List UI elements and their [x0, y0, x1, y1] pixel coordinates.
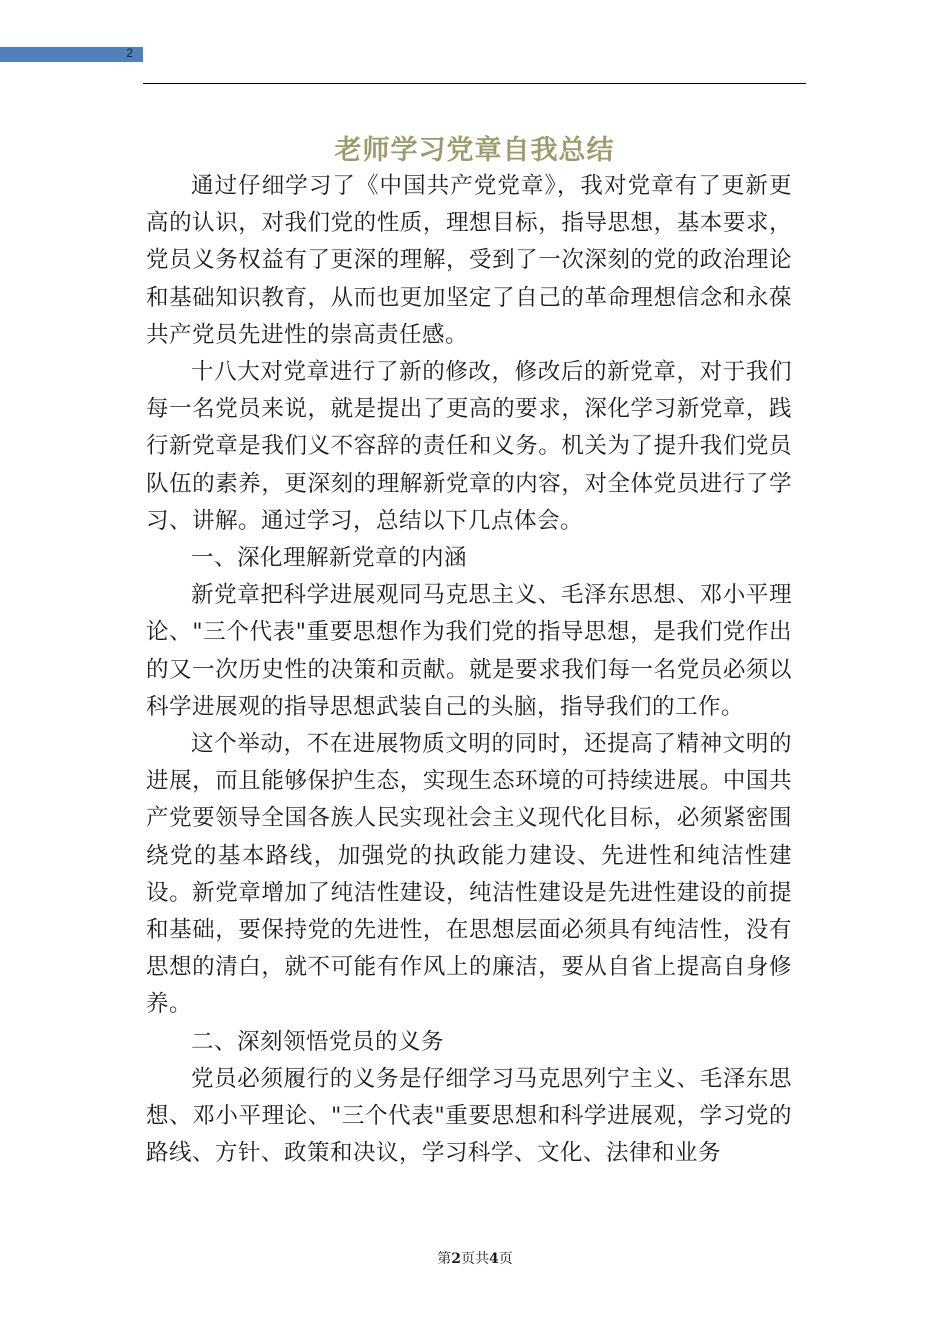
paragraph: 通过仔细学习了《中国共产党党章》，我对党章有了更新更高的认识，对我们党的性质，理想目标，指导思想，基本要求，党员义务权益有了更深的理解，受到了一次深刻的党的政治理论和基础知识教育，从而也更加坚定了自己的革命理想信念和永葆共产党员先进性的崇高责任感。	[146, 173, 792, 348]
footer-middle: 页共	[461, 1251, 489, 1267]
section-heading: 一、深化理解新党章的内涵	[191, 545, 468, 572]
document-body	[146, 168, 792, 1172]
paragraph: 党员必须履行的义务是仔细学习马克思列宁主义、毛泽东思想、邓小平理论、"三个代表"重要思想和科学进展观，学习党的路线、方针、政策和决议，学习科学、文化、法律和业务	[146, 1065, 792, 1167]
footer-current-page: 2	[451, 1251, 461, 1267]
page-footer	[0, 1248, 950, 1268]
footer-prefix: 第	[437, 1251, 452, 1267]
paragraph: 新党章把科学进展观同马克思主义、毛泽东思想、邓小平理论、"三个代表"重要思想作为我们党的指导思想，是我们党作出的又一次历史性的决策和贡献。就是要求我们每一名党员必须以科学进展观的指导思想武装自己的头脑，指导我们的工作。	[146, 582, 792, 720]
paragraph: 这个举动，不在进展物质文明的同时，还提高了精神文明的进展，而且能够保护生态，实现生态环境的可持续进展。中国共产党要领导全国各族人民实现社会主义现代化目标，必须紧密围绕党的基本路线，加强党的执政能力建设、先进性和纯洁性建设。新党章增加了纯洁性建设，纯洁性建设是先进性建设的前提和基础，要保持党的先进性，在思想层面必须具有纯洁性，没有思想的清白，就不可能有作风上的廉洁，要从自省上提高自身修养。	[146, 731, 792, 1018]
document-title: 老师学习党章自我总结	[334, 135, 615, 166]
header-rule	[143, 83, 806, 84]
page-number-tab	[0, 47, 143, 62]
page-number: 2	[126, 46, 133, 60]
footer-suffix: 页	[498, 1251, 513, 1267]
section-heading: 二、深刻领悟党员的义务	[191, 1028, 445, 1055]
paragraph: 十八大对党章进行了新的修改，修改后的新党章，对于我们每一名党员来说，就是提出了更高的要求，深化学习新党章，践行新党章是我们义不容辞的责任和义务。机关为了提升我们党员队伍的素养，更深刻的理解新党章的内容，对全体党员进行了学习、讲解。通过学习，总结以下几点体会。	[146, 359, 792, 534]
footer-total-pages: 4	[489, 1251, 499, 1267]
